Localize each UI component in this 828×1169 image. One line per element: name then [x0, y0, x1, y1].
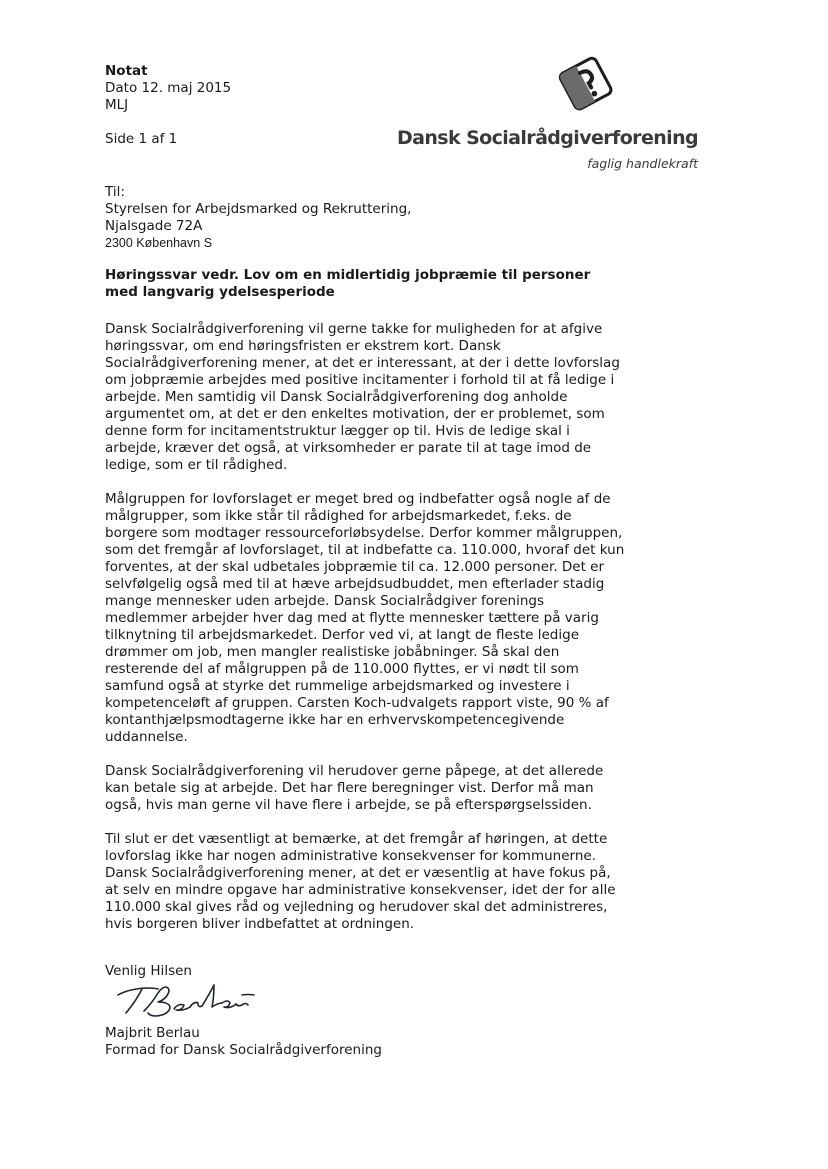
author-initials: MLJ	[105, 97, 129, 113]
closing-greeting: Venlig Hilsen	[105, 963, 192, 979]
organization-tagline: faglig handlekraft	[587, 156, 698, 171]
recipient-street: Njalsgade 72A	[105, 218, 203, 234]
recipient-postal: 2300 København S	[105, 236, 213, 250]
document-type: Notat	[105, 63, 148, 79]
document-date: Dato 12. maj 2015	[105, 80, 232, 96]
page-number: Side 1 af 1	[105, 131, 178, 147]
body-paragraph: Til slut er det væsentligt at bemærke, at det fremgår af høringen, at dette lovforslag ikke har nogen administrative konsekvenser for kommunerne. Dansk Socialrådgiverforening mener, at det er væsentlig at have fokus på, at selv en mindre opgave har administrative konsekvenser, idet der for alle 110.000 skal gives råd og vejledning og herudover skal det administreres, hvis borgeren bliver indbefattet at ordningen.	[105, 831, 616, 932]
organization-logo-icon	[556, 56, 618, 112]
signer-name: Majbrit Berlau	[105, 1025, 200, 1041]
organization-name: Dansk Socialrådgiverforening	[396, 127, 698, 149]
signer-block	[105, 1025, 382, 1059]
body-paragraph: Målgruppen for lovforslaget er meget bred og indbefatter også nogle af de målgrupper, som ikke står til rådighed for arbejdsmarkedet, f.eks. de borgere som modtager ressourceforløbsydelse. Derfor kommer målgruppen, som det fremgår af lovforslaget, til at indbefatte ca. 110.000, hvoraf det kun forventes, at der skal udbetales jobpræmie til ca. 12.000 personer. Det er selvfølgelig også med til at hæve arbejdsudbuddet, men efterlader stadig mange mennesker uden arbejde. Dansk Socialrådgiver forenings medlemmer arbejder hver dag med at flytte mennesker tættere på varig tilknytning til arbejdsmarkedet. Derfor ved vi, at langt de fleste ledige drømmer om job, men mangler realistiske jobåbninger. Så skal den resterende del af målgruppen på de 110.000 flyttes, er vi nødt til som samfund også at styrke det rummelige arbejdsmarked og investere i kompetenceløft af gruppen. Carsten Koch-udvalgets rapport viste, 90 % af kontanthjælpsmodtagerne ikke har en erhvervskompetencegivende uddannelse.	[105, 491, 625, 745]
recipient-label: Til:	[105, 184, 125, 200]
document-header	[105, 63, 231, 148]
letter-subject: Høringssvar vedr. Lov om en midlertidig jobpræmie til personer med langvarig ydelsesperiode	[105, 267, 591, 300]
signer-title: Formad for Dansk Socialrådgiverforening	[105, 1042, 382, 1058]
letter-body	[105, 321, 625, 950]
handwritten-signature-icon	[114, 975, 282, 1023]
body-paragraph: Dansk Socialrådgiverforening vil gerne takke for muligheden for at afgive høringssvar, om end høringsfristen er ekstrem kort. Dansk Socialrådgiverforening mener, at det er interessant, at der i dette lovforslag om jobpræmie arbejdes med positive incitamenter i forhold til at få ledige i arbejde. Men samtidig vil Dansk Socialrådgiverforening dog anholde argumentet om, at det er den enkeltes motivation, der er problemet, som denne form for incitamentstruktur lægger op til. Hvis de ledige skal i arbejde, kræver det også, at virksomheder er parate til at tage imod de ledige, som er til rådighed.	[105, 321, 620, 473]
body-paragraph: Dansk Socialrådgiverforening vil herudover gerne påpege, at det allerede kan betale sig at arbejde. Det har flere beregninger vist. Derfor må man også, hvis man gerne vil have flere i arbejde, se på efterspørgselssiden.	[105, 763, 604, 813]
recipient-address	[105, 184, 411, 252]
recipient-organization: Styrelsen for Arbejdsmarked og Rekruttering,	[105, 201, 412, 217]
